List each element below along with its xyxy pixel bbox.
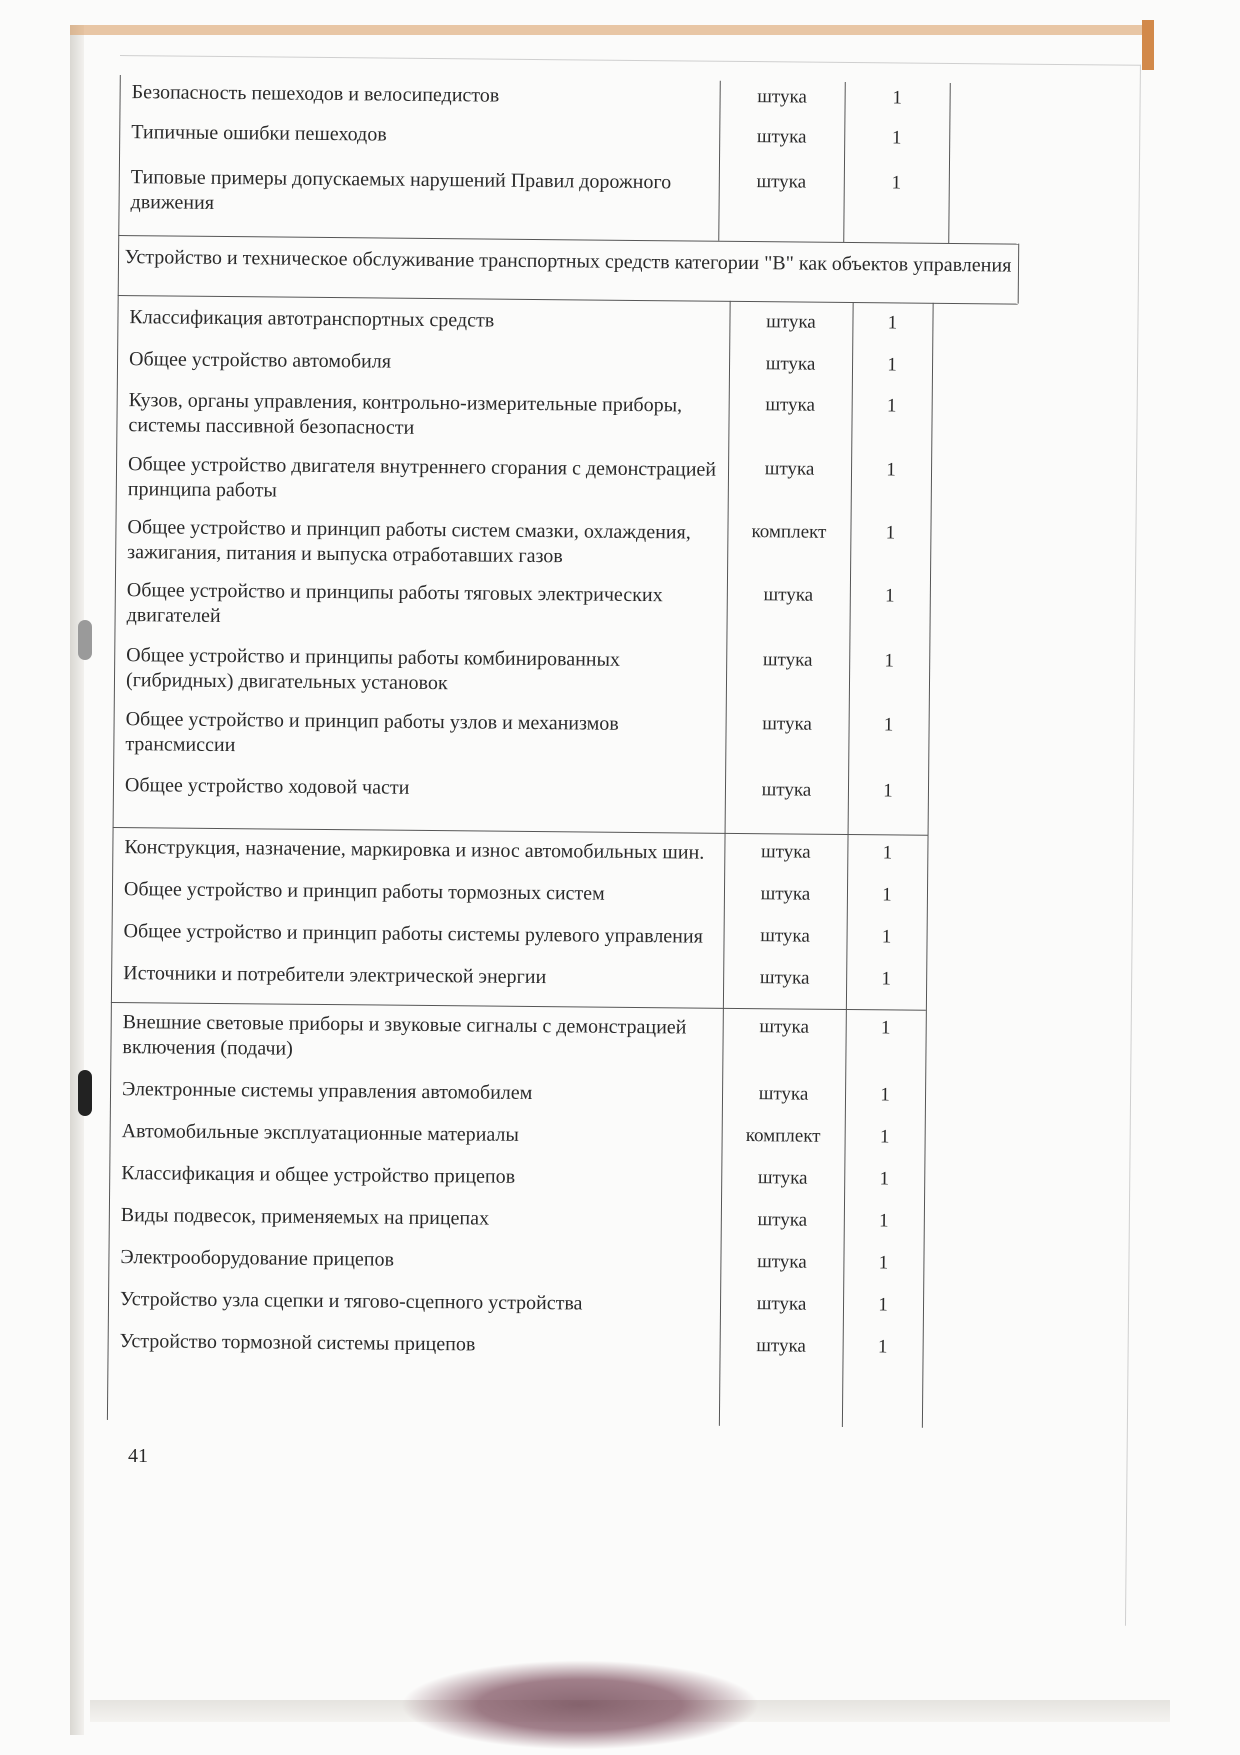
row-unit: штука xyxy=(758,1083,809,1105)
row-quantity: 1 xyxy=(886,395,897,417)
row-unit: штука xyxy=(757,86,808,108)
document-sheet xyxy=(105,55,1140,1625)
row-quantity: 1 xyxy=(882,884,892,906)
row-name: Типичные ошибки пешеходов xyxy=(131,121,387,146)
row-unit: штука xyxy=(763,584,814,606)
row-name: Общее устройство и принципы работы комбинированных (гибридных) двигательных установок xyxy=(125,644,621,695)
row-unit: комплект xyxy=(751,521,827,543)
row-name: Конструкция, назначение, маркировка и износ автомобильных шин. xyxy=(124,836,705,864)
page-edge-right xyxy=(1142,20,1154,70)
row-quantity: 1 xyxy=(892,87,902,109)
row-quantity: 1 xyxy=(879,1126,890,1148)
row-quantity: 1 xyxy=(887,312,898,334)
row-quantity: 1 xyxy=(884,585,895,607)
row-unit: штука xyxy=(756,171,807,193)
row-quantity: 1 xyxy=(891,127,902,149)
row-name: Электрооборудование прицепов xyxy=(120,1246,395,1271)
row-unit: штука xyxy=(756,1293,807,1315)
row-name: Внешние световые приборы и звуковые сигналы с демонстрацией включения (подачи) xyxy=(122,1011,687,1060)
row-name: Кузов, органы управления, контрольно-измерительные приборы, системы пассивной безопасности xyxy=(128,389,683,439)
row-quantity: 1 xyxy=(883,780,893,802)
row-quantity: 1 xyxy=(879,1168,890,1190)
row-quantity: 1 xyxy=(881,968,892,990)
row-name: Безопасность пешеходов и велосипедистов xyxy=(131,81,500,107)
row-name: Электронные системы управления автомобилем xyxy=(121,1078,533,1105)
row-unit: штука xyxy=(760,883,811,905)
row-name: Общее устройство и принцип работы системы рулевого управления xyxy=(123,920,703,948)
finger-smudge xyxy=(400,1660,760,1750)
row-unit: штука xyxy=(765,394,816,416)
row-name: Виды подвесок, применяемых на прицепах xyxy=(120,1204,490,1230)
row-name: Общее устройство автомобиля xyxy=(128,348,392,373)
row-quantity: 1 xyxy=(884,650,895,672)
row-quantity: 1 xyxy=(886,459,896,481)
row-name: Общее устройство и принцип работы узлов и механизмов трансмиссии xyxy=(125,708,619,757)
row-quantity: 1 xyxy=(880,1084,890,1106)
row-unit: штука xyxy=(757,1209,808,1231)
row-quantity: 1 xyxy=(878,1252,889,1274)
row-name: Источники и потребители электрической энергии xyxy=(123,962,547,989)
row-unit: штука xyxy=(765,353,816,375)
row-quantity: 1 xyxy=(878,1210,889,1232)
row-quantity: 1 xyxy=(887,354,897,376)
row-name: Устройство тормозной системы прицепов xyxy=(119,1330,476,1356)
row-quantity: 1 xyxy=(883,714,894,736)
row-unit: штука xyxy=(759,1016,810,1038)
page-edge-left xyxy=(70,25,84,1735)
row-unit: штука xyxy=(760,841,811,863)
page-number: 41 xyxy=(128,1445,148,1467)
row-quantity: 1 xyxy=(880,1017,891,1039)
row-quantity: 1 xyxy=(885,522,896,544)
section-title: Устройство и техническое обслуживание транспортных средств категории "В" как объектов управления xyxy=(124,246,1012,277)
row-name: Типовые примеры допускаемых нарушений Правил дорожного движения xyxy=(130,166,672,214)
row-unit: штука xyxy=(756,1335,807,1357)
row-name: Устройство узла сцепки и тягово-сцепного устройства xyxy=(119,1288,583,1315)
row-quantity: 1 xyxy=(891,172,902,194)
row-name: Общее устройство и принципы работы тяговых электрических двигателей xyxy=(126,579,663,627)
row-unit: штука xyxy=(764,458,815,480)
row-unit: штука xyxy=(761,779,812,801)
row-unit: штука xyxy=(756,126,807,148)
row-name: Классификация автотранспортных средств xyxy=(129,306,495,332)
row-name: Классификация и общее устройство прицепов xyxy=(121,1162,516,1188)
row-unit: штука xyxy=(762,713,812,735)
row-quantity: 1 xyxy=(881,926,892,948)
row-name: Автомобильные эксплуатационные материалы xyxy=(121,1120,520,1146)
row-quantity: 1 xyxy=(878,1294,888,1316)
row-unit: штука xyxy=(766,311,816,333)
row-unit: штука xyxy=(757,1167,808,1189)
row-unit: штука xyxy=(760,925,810,947)
row-quantity: 1 xyxy=(882,842,893,864)
row-name: Общее устройство и принцип работы тормозных систем xyxy=(123,878,605,905)
page-edge-top xyxy=(70,25,1150,35)
row-quantity: 1 xyxy=(877,1336,888,1358)
binding-hole xyxy=(78,1070,92,1116)
binding-hole xyxy=(78,620,92,660)
row-unit: комплект xyxy=(745,1125,821,1147)
row-unit: штука xyxy=(757,1251,807,1273)
row-unit: штука xyxy=(759,967,810,989)
row-name: Общее устройство ходовой части xyxy=(124,774,410,799)
row-unit: штука xyxy=(762,649,813,671)
row-name: Общее устройство и принцип работы систем смазки, охлаждения, зажигания, питания и выпуска отработавших газов xyxy=(127,516,691,568)
row-name: Общее устройство двигателя внутреннего сгорания с демонстрацией принципа работы xyxy=(127,453,717,502)
